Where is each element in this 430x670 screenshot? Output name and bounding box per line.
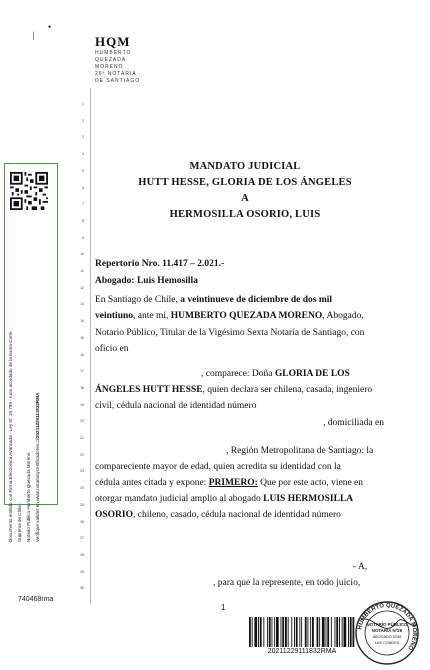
- title-parties: HUTT HESSE, GLORIA DE LOS ÁNGELES: [138, 177, 352, 188]
- barcode-bar: [282, 617, 284, 647]
- barcode-icon: [249, 617, 355, 647]
- line-number: 3: [82, 135, 84, 140]
- title-connector: A: [241, 193, 249, 204]
- barcode-bar: [305, 617, 307, 647]
- line-number: 22: [80, 452, 84, 457]
- line-number: 15: [80, 335, 84, 340]
- logo-line: HUMBERTO: [95, 50, 132, 56]
- text: , Abogado,: [322, 311, 364, 321]
- barcode-bar: [281, 617, 282, 647]
- barcode-bar: [317, 617, 319, 647]
- barcode-text: 20211229111832RMA: [267, 648, 337, 655]
- barcode-bar: [260, 617, 262, 647]
- barcode-bar: [288, 617, 289, 647]
- barcode-bar: [327, 617, 329, 647]
- barcode-bar: [249, 617, 251, 647]
- line-number: 2: [82, 118, 84, 123]
- text: , chileno, casado, cédula nacional de identidad número: [133, 510, 341, 520]
- signature-stamp-text: [6, 206, 54, 542]
- line-number: 8: [82, 218, 84, 223]
- line-number: 21: [80, 436, 84, 440]
- line-number: 7: [82, 202, 84, 207]
- body-line: [95, 292, 332, 308]
- barcode-bar: [254, 617, 257, 647]
- body-line: civil, cédula nacional de identidad número: [95, 401, 257, 411]
- corner-mark: /: [30, 29, 38, 43]
- seal-text: LAS CONDES: [374, 641, 400, 645]
- barcode-bar: [296, 617, 298, 647]
- text: otorgar mandato judicial amplio al abogado: [95, 494, 264, 504]
- abogado: Abogado: Luis Hemosilla: [95, 276, 198, 286]
- stamp-line: Suprema de Chile.-: [17, 502, 22, 542]
- body-line: [95, 382, 372, 398]
- margin-rule: [90, 88, 91, 604]
- line-number: 30: [80, 586, 84, 591]
- body-line: compareciente mayor de edad, quien acredita su identidad con la: [95, 462, 341, 472]
- line-number: 28: [80, 552, 84, 557]
- repertorio: Repertorio Nro. 11.417 – 2.021.-: [95, 259, 225, 269]
- title-attorney: HERMOSILLA OSORIO, LUIS: [169, 209, 321, 220]
- line-number: 10: [80, 252, 84, 257]
- barcode-bar: [326, 617, 327, 647]
- corner-dot: •: [48, 22, 52, 32]
- barcode-bar: [274, 617, 275, 647]
- seal-ring-text: HUMBERTO QUEZADA MORENO: [357, 602, 418, 651]
- barcode-bar: [335, 617, 336, 647]
- line-number: 24: [80, 486, 84, 491]
- logo-main: HQM: [95, 34, 131, 49]
- seal-text: NOTARIA Nº26: [371, 628, 403, 633]
- barcode-bar: [339, 617, 340, 647]
- barcode-bar: [344, 617, 347, 647]
- seal-text: ABOGADO 0246: [372, 635, 402, 639]
- attorney-name: LUIS HERMOSILLA: [263, 494, 354, 504]
- body-line: - A,: [353, 562, 368, 572]
- barcode-bar: [276, 617, 279, 647]
- barcode-bar: [322, 617, 325, 647]
- line-number: 6: [82, 185, 84, 190]
- line-number: 20: [80, 419, 84, 424]
- line-number: 29: [80, 569, 84, 574]
- clause-heading: PRIMERO:: [208, 478, 258, 488]
- barcode-bar: [342, 617, 343, 647]
- barcode-bar: [319, 617, 320, 647]
- barcode-bar: [299, 617, 300, 647]
- barcode-bar: [308, 617, 309, 647]
- text: , ante mí,: [133, 311, 171, 321]
- text: En Santiago de Chile,: [95, 295, 181, 305]
- body-line: , domiciliada en: [323, 418, 384, 428]
- line-number: 14: [80, 319, 84, 324]
- line-number: 9: [82, 235, 84, 240]
- verify-code: 20211229111832RMA: [35, 392, 40, 439]
- line-number: 19: [80, 402, 84, 407]
- barcode-bar: [285, 617, 287, 647]
- text: , comparece: Doña: [201, 369, 275, 379]
- line-number: 12: [80, 285, 84, 290]
- date-text: veintiuno: [95, 311, 134, 321]
- body-line: , para que la represente, en todo juicio,: [213, 578, 361, 588]
- logo-line: 26ª NOTARIA: [95, 71, 137, 77]
- logo-line: DE SANTIAGO: [95, 78, 141, 84]
- barcode-bar: [272, 617, 273, 647]
- body-line: [95, 507, 341, 523]
- barcode-bar: [331, 617, 332, 647]
- barcode-bar: [348, 617, 349, 647]
- verify-url[interactable]: Verifique validez en www.notariosycertificadores.cl/: [35, 438, 40, 542]
- seal-text: NOTARIO PÚBLICO: [366, 622, 408, 627]
- body-line: [201, 366, 350, 382]
- stamp-line: Notario Público Humberto Quezada Moreno: [26, 452, 31, 542]
- client-name: ÁNGELES HUTT HESSE: [95, 385, 203, 395]
- stamp-line: [33, 206, 42, 542]
- line-number: 17: [80, 369, 84, 374]
- line-number: 25: [80, 502, 84, 507]
- barcode-bar: [310, 617, 311, 647]
- document-id: 740468rma: [18, 596, 54, 603]
- line-number: 11: [80, 269, 84, 273]
- body-line: , Región Metropolitana de Santiago: la: [226, 446, 374, 456]
- body-line: [95, 491, 353, 507]
- line-number: 1: [82, 102, 84, 106]
- client-name: GLORIA DE LOS: [274, 369, 350, 379]
- line-number: 16: [80, 352, 84, 357]
- date-text: a veintinueve de diciembre de dos mil: [180, 295, 333, 305]
- notary-logo: [95, 34, 165, 85]
- barcode-bar: [258, 617, 259, 647]
- stamp-line: Documento emitido con Firma Electrónica Avanzada - Ley N° 19.799 - Auto acordado de la Exma Corte: [8, 331, 13, 542]
- barcode-bar: [269, 617, 271, 647]
- notary-name: HUMBERTO QUEZADA MORENO: [170, 311, 323, 321]
- qr-code-icon: [10, 172, 48, 210]
- barcode-bar: [263, 617, 264, 647]
- body-line: [95, 475, 363, 491]
- body-line: [95, 308, 364, 324]
- line-number: 23: [80, 469, 84, 474]
- notary-seal-icon: [351, 600, 423, 666]
- body-line: oficio en: [95, 344, 129, 354]
- barcode-bar: [294, 617, 295, 647]
- line-number: 18: [80, 385, 84, 390]
- text: cédula antes citada y expone:: [95, 478, 209, 488]
- logo-line: MORENO: [95, 64, 124, 70]
- text: , quien declara ser chilena, casada, ingeniero: [202, 385, 373, 395]
- attorney-name: OSORIO: [95, 510, 134, 520]
- logo-line: QUEZADA: [95, 57, 127, 63]
- barcode-bar: [267, 617, 268, 647]
- barcode-bar: [312, 617, 314, 647]
- line-number: 5: [82, 168, 84, 173]
- barcode-bar: [291, 617, 292, 647]
- line-number: 4: [82, 152, 84, 157]
- document-title: MANDATO JUDICIAL: [189, 161, 301, 172]
- page-number: 1: [221, 603, 226, 612]
- barcode-bar: [336, 617, 338, 647]
- barcode-bar: [301, 617, 302, 647]
- text: Que por este acto, viene en: [257, 478, 364, 488]
- line-number: 26: [80, 519, 84, 524]
- body-line: Notario Público, Titular de la Vigésimo Sexta Notaría de Santiago, con: [95, 328, 365, 338]
- line-number: 13: [80, 302, 84, 307]
- barcode-bar: [252, 617, 253, 647]
- line-number: 27: [80, 536, 84, 541]
